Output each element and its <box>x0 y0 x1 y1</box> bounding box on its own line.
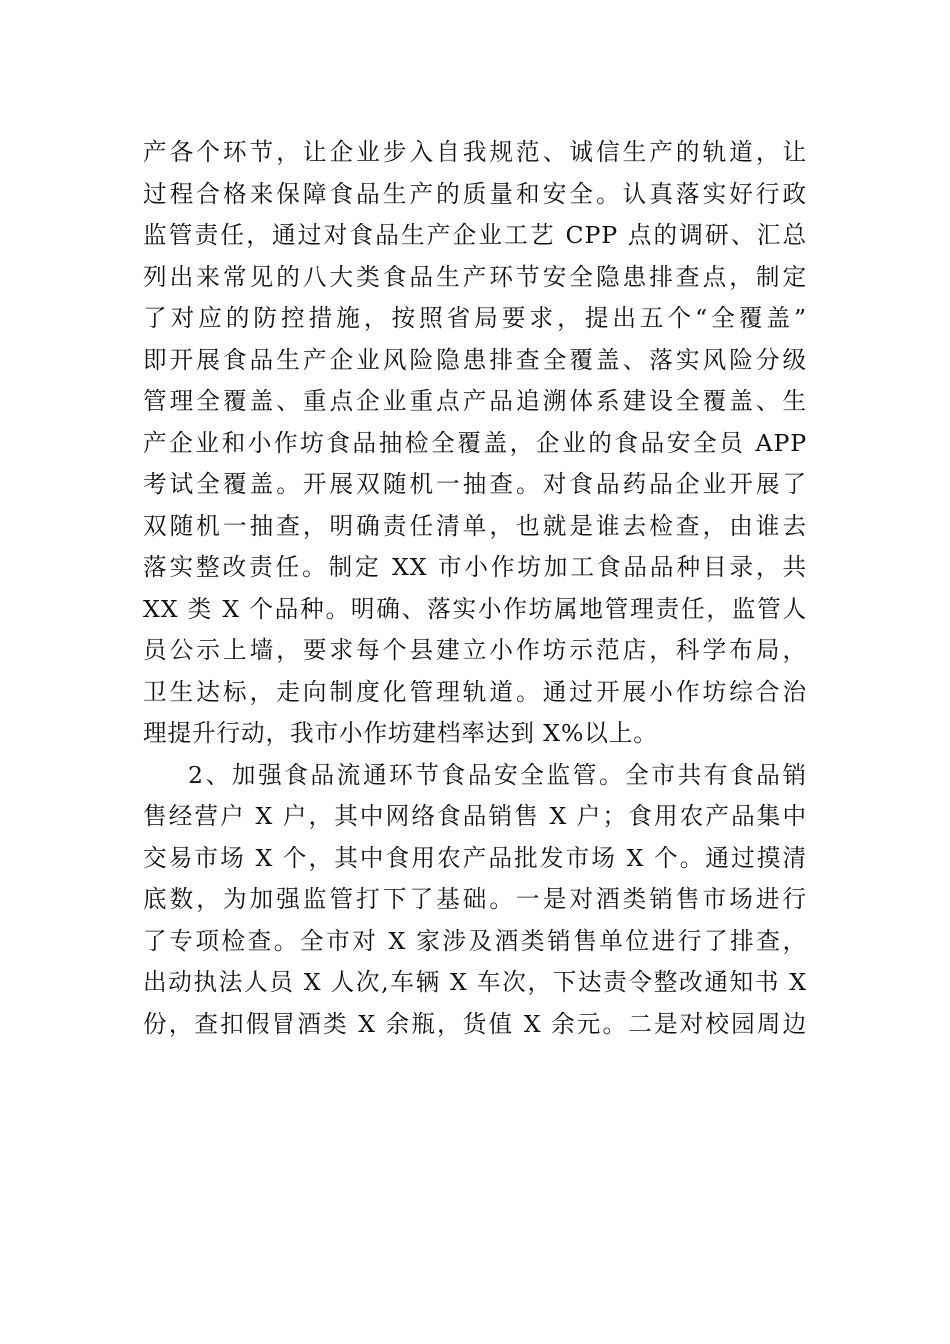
paragraph-line: 即开展食品生产企业风险隐患排查全覆盖、落实风险分级 <box>143 346 807 374</box>
paragraph-last-line: 理提升行动，我市小作坊建档率达到 X%以上。 <box>143 719 658 747</box>
paragraph-line: 产企业和小作坊食品抽检全覆盖，企业的食品安全员 APP <box>143 429 807 457</box>
paragraph-line: 了专项检查。全市对 X 家涉及酒类销售单位进行了排查， <box>143 927 807 955</box>
paragraph-line: 了对应的防控措施，按照省局要求，提出五个“全覆盖” <box>143 304 807 332</box>
paragraph-line: 出动执法人员 X 人次,车辆 X 车次，下达责令整改通知书 X <box>143 968 807 996</box>
paragraph-line: 双随机一抽查，明确责任清单，也就是谁去检查，由谁去 <box>143 512 807 540</box>
paragraph-line: 落实整改责任。制定 XX 市小作坊加工食品品种目录，共 <box>143 553 807 581</box>
paragraph-line: 卫生达标，走向制度化管理轨道。通过开展小作坊综合治 <box>143 678 807 706</box>
paragraph-line: 交易市场 X 个，其中食用农产品批发市场 X 个。通过摸清 <box>143 844 807 872</box>
paragraph-line: 产各个环节，让企业步入自我规范、诚信生产的轨道，让 <box>143 138 807 166</box>
paragraph-line: 底数，为加强监管打下了基础。一是对酒类销售市场进行 <box>143 885 807 913</box>
paragraph-line: 列出来常见的八大类食品生产环节安全隐患排查点，制定 <box>143 263 807 291</box>
paragraph-line: 监管责任，通过对食品生产企业工艺 CPP 点的调研、汇总 <box>143 221 807 249</box>
paragraph-line: 管理全覆盖、重点企业重点产品追溯体系建设全覆盖、生 <box>143 387 807 415</box>
paragraph-line: 过程合格来保障食品生产的质量和安全。认真落实好行政 <box>143 180 807 208</box>
paragraph-line: 售经营户 X 户，其中网络食品销售 X 户；食用农产品集中 <box>143 802 807 830</box>
paragraph-line: 员公示上墙，要求每个县建立小作坊示范店，科学布局， <box>143 636 807 664</box>
paragraph-line: 考试全覆盖。开展双随机一抽查。对食品药品企业开展了 <box>143 470 807 498</box>
paragraph-line: XX 类 X 个品种。明确、落实小作坊属地管理责任，监管人 <box>143 595 807 623</box>
section-2-heading-line: 2、加强食品流通环节食品安全监管。全市共有食品销 <box>188 761 807 789</box>
paragraph-line: 份，查扣假冒酒类 X 余瓶，货值 X 余元。二是对校园周边 <box>143 1010 807 1038</box>
